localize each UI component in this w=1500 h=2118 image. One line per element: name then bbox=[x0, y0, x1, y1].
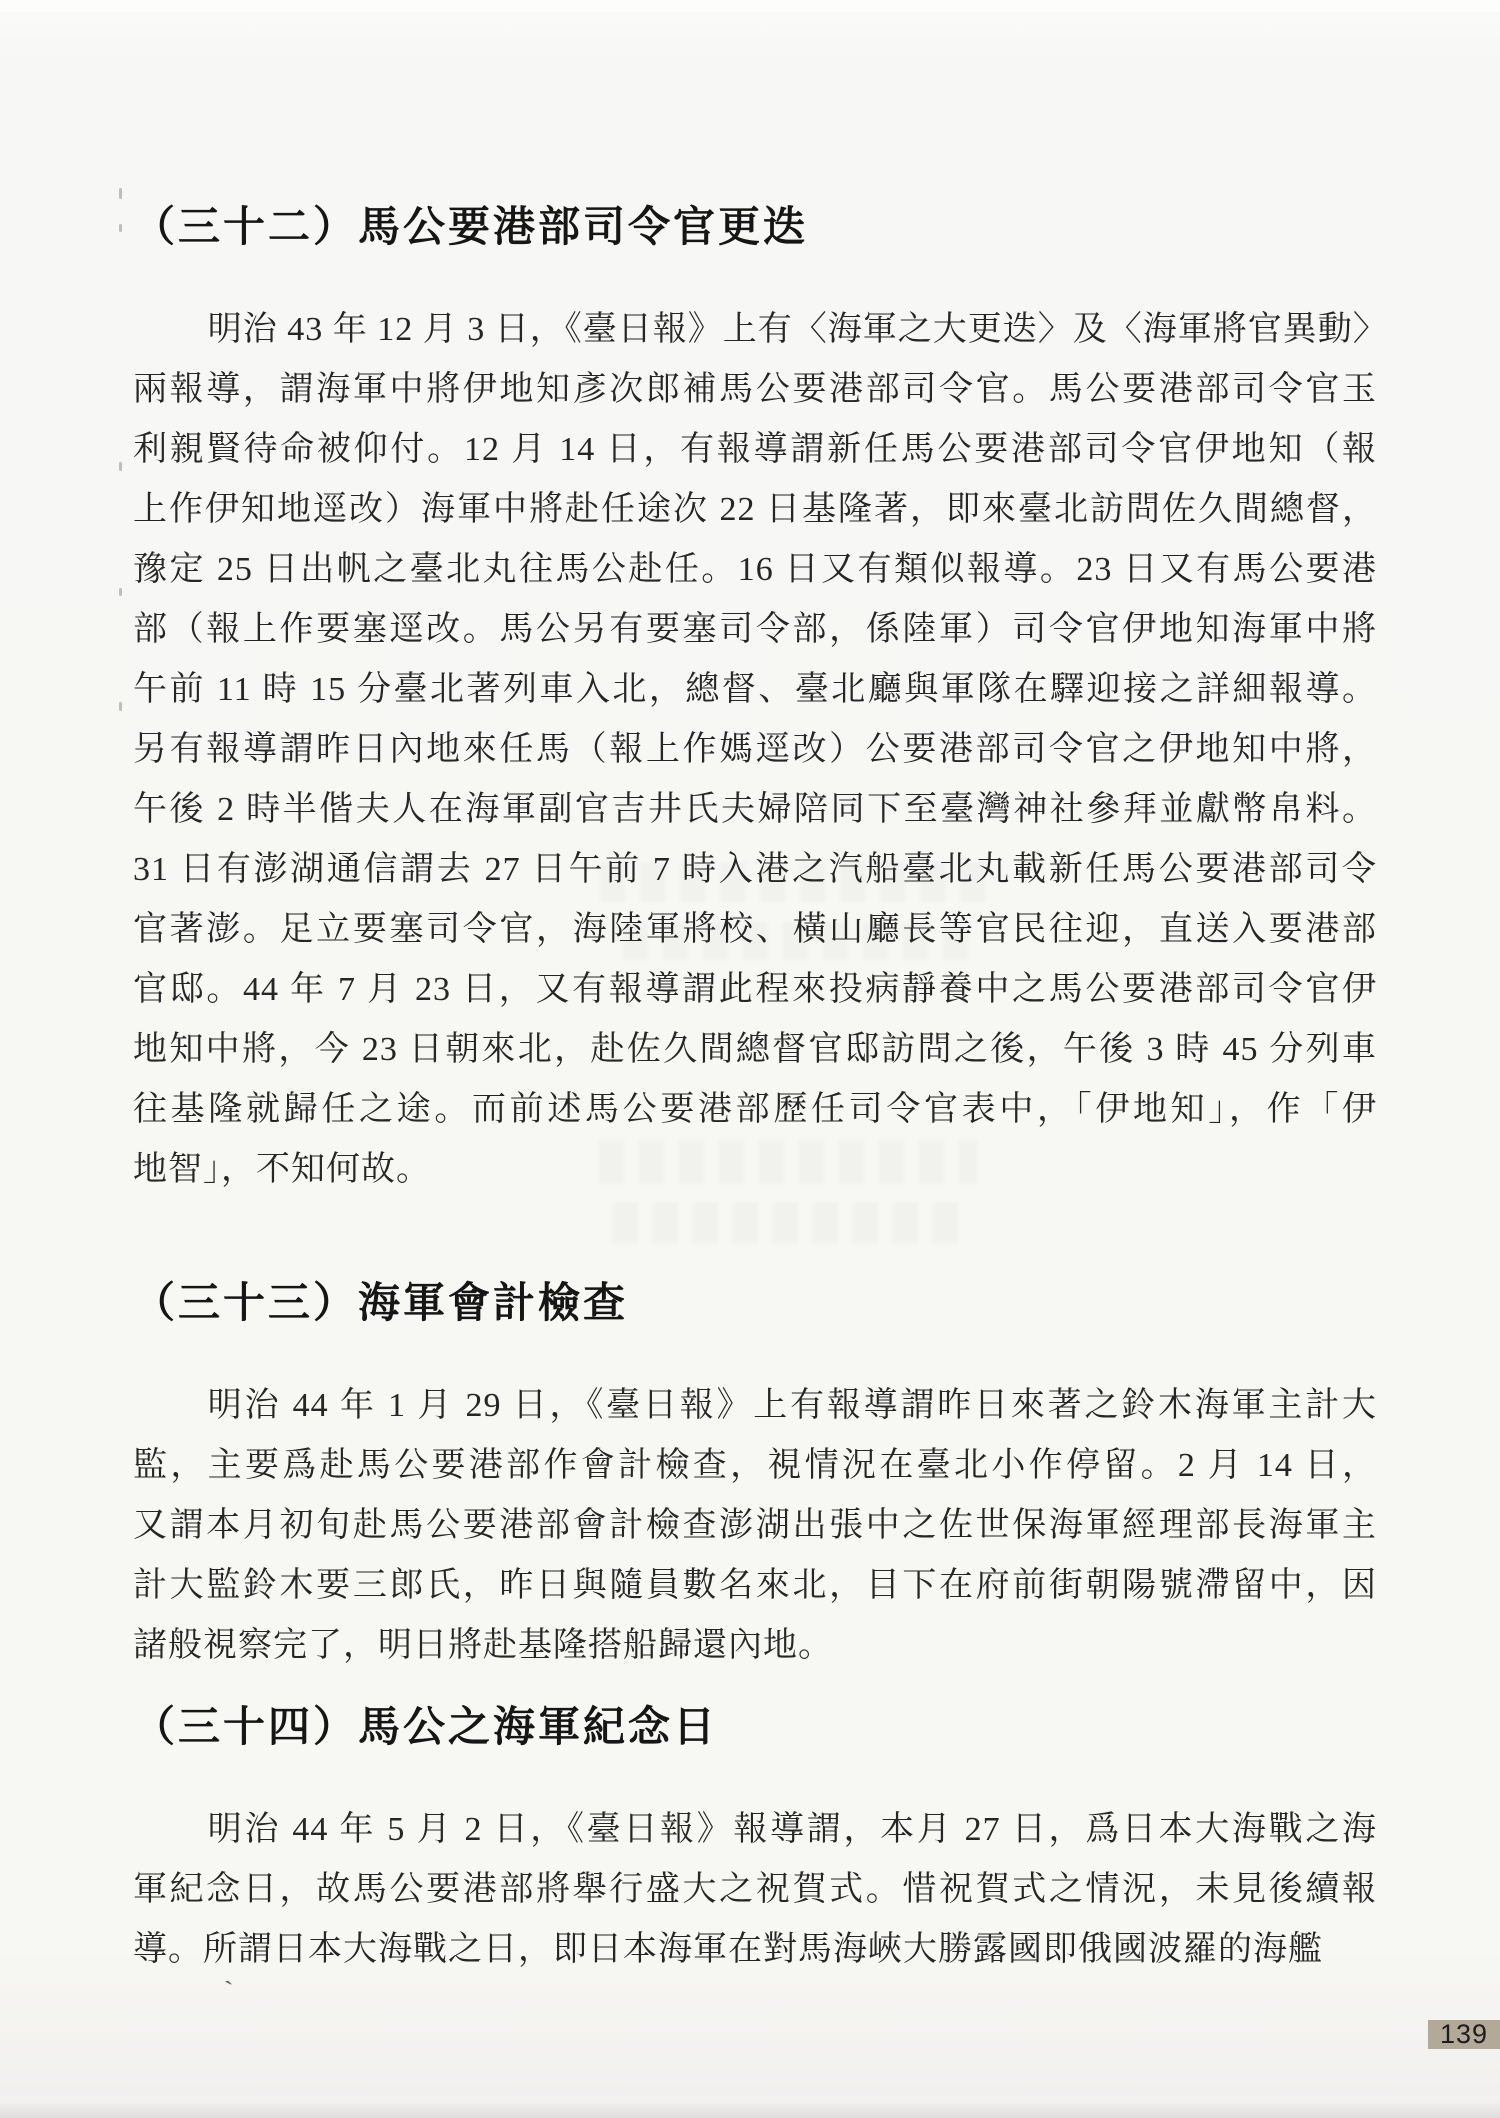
section-34 bbox=[133, 1702, 1377, 1980]
text-line: 利親賢待命被仰付。12 月 14 日，有報導謂新任馬公要港部司令官伊地知（報 bbox=[133, 431, 1377, 468]
text-line: 導。所謂日本大海戰之日，即日本海軍在對馬海峽大勝露國即俄國波羅的海艦 bbox=[133, 1931, 1323, 1968]
text-line: 明治 44 年 5 月 2 日，《臺日報》報導謂，本月 27 日，爲日本大海戰之海 bbox=[207, 1811, 1377, 1848]
scan-artifact bbox=[119, 462, 122, 471]
scan-artifact bbox=[119, 588, 122, 596]
section-heading: （三十三）海軍會計檢查 bbox=[133, 1279, 629, 1326]
text-line: 官著澎。足立要塞司令官，海陸軍將校、橫山廳長等官民往迎，直送入要港部 bbox=[133, 911, 1377, 948]
text-block bbox=[133, 202, 1388, 1980]
scan-artifact bbox=[119, 702, 122, 711]
text-line: 午後 2 時半偕夫人在海軍副官吉井氏夫婦陪同下至臺灣神社參拜並獻幣帛料。 bbox=[133, 791, 1377, 828]
text-line: 軍紀念日，故馬公要港部將舉行盛大之祝賀式。惜祝賀式之情況，未見後續報 bbox=[133, 1871, 1377, 1908]
stray-pen-mark: ` bbox=[222, 1975, 239, 2008]
text-line: 明治 43 年 12 月 3 日，《臺日報》上有〈海軍之大更迭〉及〈海軍將官異動〉 bbox=[207, 311, 1388, 348]
text-line: 另有報導謂昨日內地來任馬（報上作媽逕改）公要港部司令官之伊地知中將， bbox=[133, 731, 1377, 768]
text-line: 諸般視察完了，明日將赴基隆搭船歸還內地。 bbox=[133, 1627, 833, 1664]
text-line: 午前 11 時 15 分臺北著列車入北，總督、臺北廳與軍隊在驛迎接之詳細報導。 bbox=[133, 671, 1377, 708]
text-line: 地智」，不知何故。 bbox=[133, 1151, 431, 1188]
text-line: 上作伊知地逕改）海軍中將赴任途次 22 日基隆著，即來臺北訪問佐久間總督， bbox=[133, 491, 1377, 528]
section-32 bbox=[133, 202, 1388, 1200]
text-line: 兩報導，謂海軍中將伊地知彥次郎補馬公要港部司令官。馬公要港部司令官玉 bbox=[133, 371, 1377, 408]
text-line: 地知中將，今 23 日朝來北，赴佐久間總督官邸訪問之後，午後 3 時 45 分列車 bbox=[133, 1031, 1377, 1068]
page-top-edge bbox=[0, 0, 1500, 12]
scan-artifact bbox=[119, 224, 122, 232]
text-line: 監，主要爲赴馬公要港部作會計檢查，視情況在臺北小作停留。2 月 14 日， bbox=[133, 1447, 1377, 1484]
page-number: 139 bbox=[1428, 2020, 1500, 2049]
text-line: 部（報上作要塞逕改。馬公另有要塞司令部，係陸軍）司令官伊地知海軍中將 bbox=[133, 611, 1377, 648]
section-paragraph bbox=[133, 300, 1388, 1200]
text-line: 官邸。44 年 7 月 23 日，又有報導謂此程來投病靜養中之馬公要港部司令官伊 bbox=[133, 971, 1377, 1008]
scan-artifact bbox=[119, 188, 122, 199]
text-line: 豫定 25 日出帆之臺北丸往馬公赴任。16 日又有類似報導。23 日又有馬公要港 bbox=[133, 551, 1377, 588]
section-paragraph bbox=[133, 1800, 1377, 1980]
section-33 bbox=[133, 1278, 1377, 1676]
section-paragraph bbox=[133, 1376, 1377, 1676]
text-line: 又謂本月初旬赴馬公要港部會計檢查澎湖出張中之佐世保海軍經理部長海軍主 bbox=[133, 1507, 1377, 1544]
text-line: 31 日有澎湖通信謂去 27 日午前 7 時入港之汽船臺北丸載新任馬公要港部司令 bbox=[133, 851, 1377, 888]
section-heading: （三十四）馬公之海軍紀念日 bbox=[133, 1703, 719, 1750]
section-heading: （三十二）馬公要港部司令官更迭 bbox=[133, 203, 809, 250]
page-bottom-edge bbox=[0, 2102, 1500, 2118]
text-line: 計大監鈴木要三郎氏，昨日與隨員數名來北，目下在府前街朝陽號滯留中，因 bbox=[133, 1567, 1377, 1604]
text-line: 明治 44 年 1 月 29 日，《臺日報》上有報導謂昨日來著之鈴木海軍主計大 bbox=[207, 1387, 1377, 1424]
text-line: 往基隆就歸任之途。而前述馬公要港部歷任司令官表中，「伊地知」，作「伊 bbox=[133, 1091, 1377, 1128]
